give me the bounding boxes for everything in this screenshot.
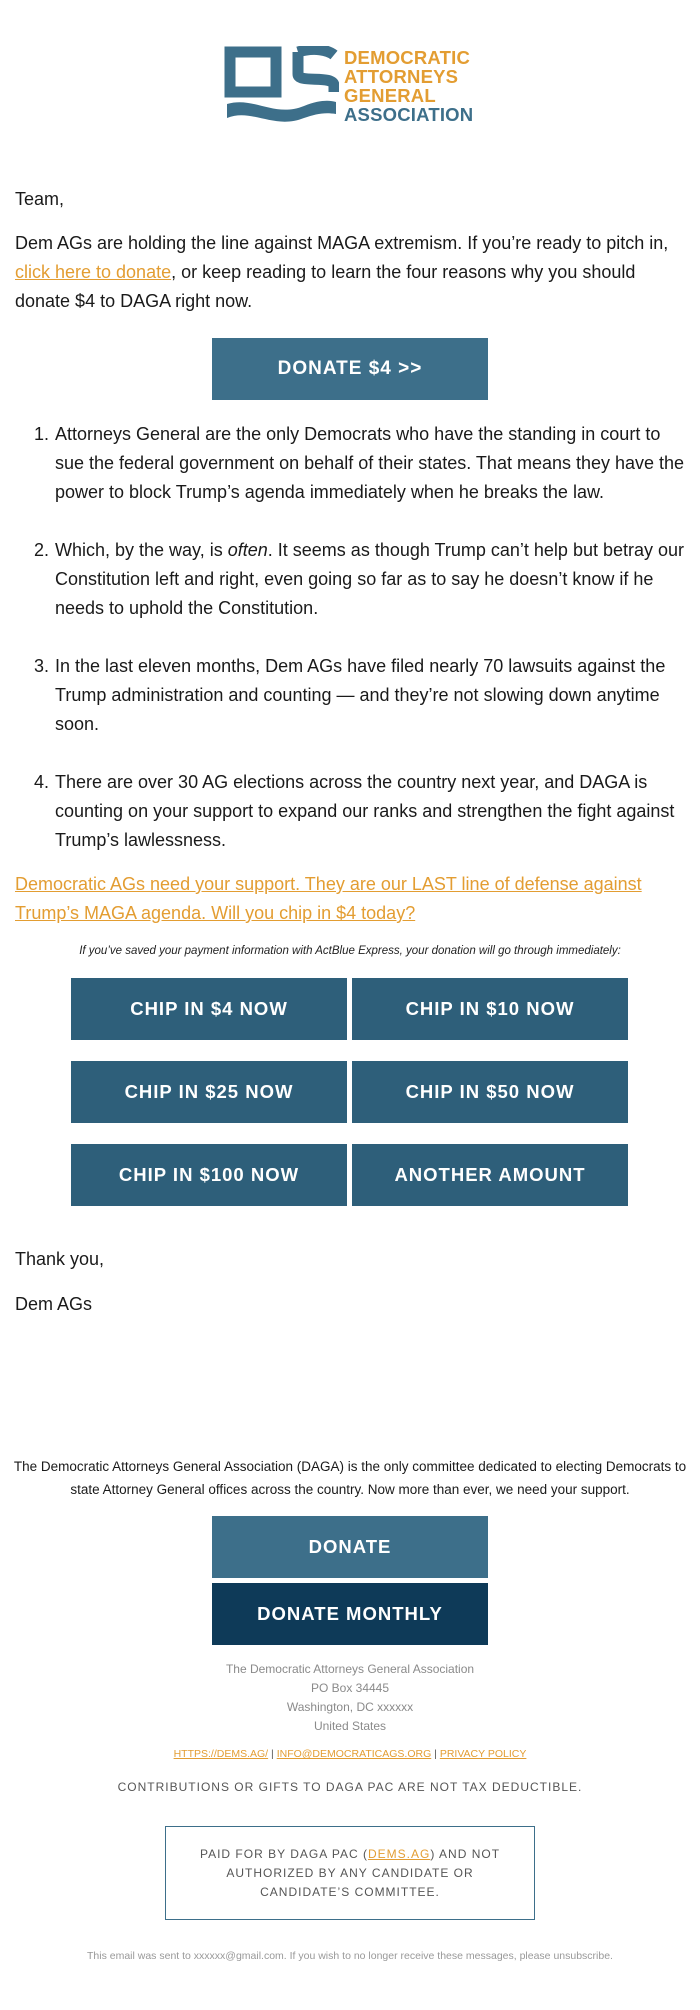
reason-text-before: Which, by the way, is bbox=[55, 540, 228, 560]
intro-paragraph bbox=[15, 229, 690, 316]
footer-description: The Democratic Attorneys General Association (DAGA) is the only committee dedicated to electing Democrats to state Attorney General offices across the country. Now more than ever, we need your support. bbox=[13, 1459, 687, 1497]
paid-for-disclaimer bbox=[165, 1826, 535, 1920]
address-line: United States bbox=[313, 1719, 387, 1733]
tax-deductible-note: CONTRIBUTIONS OR GIFTS TO DAGA PAC ARE NOT TAX DEDUCTIBLE. bbox=[117, 1780, 583, 1794]
logo-line-1: DEMOCRATIC bbox=[344, 47, 471, 68]
reason-number: 3. bbox=[34, 656, 50, 676]
email-link[interactable]: INFO@DEMOCRATICAGS.ORG bbox=[276, 1748, 432, 1760]
actblue-note: If you’ve saved your payment information with ActBlue Express, your donation will go through immediately: bbox=[79, 945, 621, 957]
logo-line-3: GENERAL bbox=[344, 85, 436, 106]
chip-in-100-button[interactable]: CHIP IN $100 NOW bbox=[71, 1144, 347, 1206]
donate-4-button[interactable]: DONATE $4 >> bbox=[212, 338, 488, 400]
flag-logo-icon bbox=[224, 46, 339, 128]
website-link[interactable]: HTTPS://DEMS.AG/ bbox=[173, 1748, 269, 1760]
address-line: Washington, DC xxxxxx bbox=[286, 1700, 414, 1714]
reason-item bbox=[15, 536, 690, 623]
reason-number: 2. bbox=[34, 540, 50, 560]
chip-in-50-button[interactable]: CHIP IN $50 NOW bbox=[352, 1061, 628, 1123]
reason-item bbox=[15, 652, 690, 739]
reason-text: Attorneys General are the only Democrats who have the standing in court to sue the federal government on behalf of their states. That means they have the power to block Trump’s agenda immediately when he breaks the law. bbox=[55, 424, 685, 502]
reason-text: In the last eleven months, Dem AGs have filed nearly 70 lawsuits against the Trump administration and counting — and they’re not slowing down anytime soon. bbox=[55, 656, 666, 734]
address-line: The Democratic Attorneys General Association bbox=[225, 1662, 475, 1676]
address-line: PO Box 34445 bbox=[310, 1681, 390, 1695]
reason-number: 1. bbox=[34, 424, 50, 444]
logo-line-4: ASSOCIATION bbox=[344, 104, 474, 125]
footer-donate-monthly-button[interactable]: DONATE MONTHLY bbox=[212, 1583, 488, 1645]
reason-emphasis: often bbox=[227, 540, 268, 560]
dems-ag-link[interactable]: DEMS.AG bbox=[368, 1846, 431, 1861]
paid-text-before: PAID FOR BY DAGA PAC ( bbox=[199, 1846, 369, 1861]
reason-item bbox=[15, 768, 690, 855]
footer-donate-button[interactable]: DONATE bbox=[212, 1516, 488, 1578]
thanks-text: Thank you, bbox=[15, 1249, 105, 1269]
footer-links bbox=[0, 1748, 700, 1760]
logo-line-2: ATTORNEYS bbox=[344, 66, 459, 87]
another-amount-button[interactable]: ANOTHER AMOUNT bbox=[352, 1144, 628, 1206]
chip-in-25-button[interactable]: CHIP IN $25 NOW bbox=[71, 1061, 347, 1123]
reason-item bbox=[15, 420, 690, 507]
chip-in-10-button[interactable]: CHIP IN $10 NOW bbox=[352, 978, 628, 1040]
reason-text: There are over 30 AG elections across the country next year, and DAGA is counting on your support to expand our ranks and strengthen the fight against Trump’s lawlessness. bbox=[55, 772, 675, 850]
reasons-list bbox=[15, 420, 690, 884]
privacy-policy-link[interactable]: PRIVACY POLICY bbox=[439, 1748, 527, 1760]
signature: Dem AGs bbox=[15, 1294, 93, 1314]
paid-text-after: ) AND NOT AUTHORIZED BY ANY CANDIDATE OR CANDIDATE’S COMMITTEE. bbox=[226, 1846, 501, 1899]
chip-in-cta-link[interactable]: Democratic AGs need your support. They are our LAST line of defense against Trump’s MAGA agenda. Will you chip in $4 today? bbox=[15, 874, 642, 923]
reason-text-after: . It seems as though Trump can’t help but betray our Constitution left and right, even going so far as to say he doesn’t know if he needs to uphold the Constitution. bbox=[55, 540, 685, 618]
reason-number: 4. bbox=[34, 772, 50, 792]
greeting: Team, bbox=[15, 189, 65, 209]
intro-text-before: Dem AGs are holding the line against MAGA extremism. If you’re ready to pitch in, bbox=[15, 233, 669, 253]
mailing-address bbox=[0, 1660, 700, 1736]
link-separator: | bbox=[434, 1748, 437, 1760]
intro-text-after: , or keep reading to learn the four reasons why you should donate $4 to DAGA right now. bbox=[15, 262, 636, 311]
link-separator: | bbox=[271, 1748, 274, 1760]
chip-in-4-button[interactable]: CHIP IN $4 NOW bbox=[71, 978, 347, 1040]
donate-link[interactable]: click here to donate bbox=[15, 262, 172, 282]
daga-logo bbox=[224, 46, 484, 128]
unsubscribe-note[interactable]: This email was sent to xxxxxx@gmail.com. If you wish to no longer receive these messages, please unsubscribe. bbox=[87, 1950, 613, 1962]
